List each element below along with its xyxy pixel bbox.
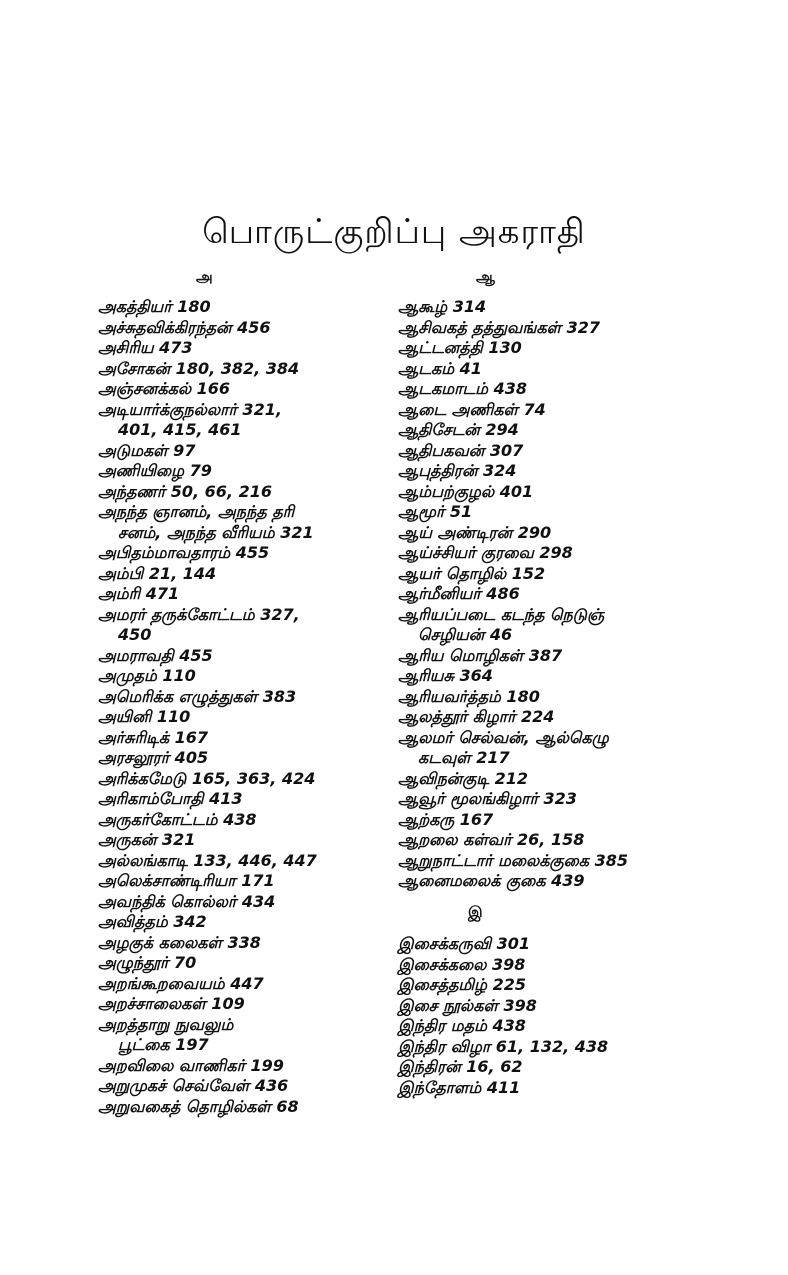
index-entry-continuation: சனம், அநந்த வீரியம் 321	[118, 522, 314, 542]
index-entry	[98, 482, 317, 503]
index-entry-text: ஆவூர் மூலங்கிழார் 323	[398, 789, 577, 808]
index-entry-text: அரசலூரர் 405	[98, 748, 209, 767]
index-entry	[398, 1037, 628, 1058]
index-entry	[98, 1015, 317, 1056]
index-entry-text: ஆறுநாட்டார் மலைக்குகை 385	[398, 850, 628, 870]
index-entry	[398, 871, 628, 892]
index-entry	[398, 441, 628, 462]
index-entry-text: அரிகாம்போதி 413	[98, 789, 243, 808]
index-entry	[398, 605, 628, 646]
index-entry	[98, 379, 317, 400]
index-entry	[98, 953, 317, 974]
index-entry	[398, 502, 628, 523]
index-entry	[398, 666, 628, 687]
index-entry	[98, 502, 317, 543]
index-entry	[398, 996, 628, 1017]
index-entry	[98, 728, 317, 749]
index-entry-text: ஆட்டனத்தி 130	[398, 338, 522, 357]
index-entry-text: ஆபுத்திரன் 324	[398, 461, 517, 480]
index-entry	[98, 933, 317, 954]
index-entry	[98, 687, 317, 708]
index-entry-text: ஆரியவர்த்தம் 180	[398, 686, 540, 706]
index-entry-text: ஆர்மீனியர் 486	[398, 584, 520, 603]
index-entry-text: அணியிழை 79	[98, 461, 212, 480]
index-entry	[398, 461, 628, 482]
index-entry-text: இந்தோளம் 411	[398, 1077, 521, 1097]
index-entry	[98, 871, 317, 892]
index-entry-text: ஆம்பற்குழல் 401	[398, 481, 534, 501]
index-entry	[98, 994, 317, 1015]
index-entry-continuation: 450	[118, 625, 152, 644]
index-entry-text: அசோகன் 180, 382, 384	[98, 358, 300, 378]
index-entry-text: அகத்தியர் 180	[98, 297, 211, 316]
index-entry	[398, 420, 628, 441]
index-entry	[98, 789, 317, 810]
left-column-heading: அ	[196, 268, 213, 286]
index-entry	[398, 707, 628, 728]
index-entry-continuation: பூட்கை 197	[118, 1035, 209, 1054]
index-entry-text: அபிதம்மாவதாரம் 455	[98, 543, 270, 562]
index-entry	[398, 543, 628, 564]
index-entry-text: ஆவிநன்குடி 212	[398, 768, 529, 788]
index-entry-text: அறவிலை வாணிகர் 199	[98, 1055, 284, 1075]
index-entry-text: அஞ்சனக்கல் 166	[98, 379, 231, 398]
index-entry	[398, 975, 628, 996]
index-entry-text: அடுமகள் 97	[98, 440, 196, 460]
index-entry-text: ஆலமர் செல்வன், ஆல்கெழு	[398, 727, 609, 747]
index-entry	[398, 851, 628, 872]
index-entry-text: அமுதம் 110	[98, 666, 196, 685]
index-entry-text: இசைத்தமிழ் 225	[398, 975, 526, 994]
index-entry-text: ஆரிய மொழிகள் 387	[398, 645, 563, 665]
index-entry-text: அருகன் 321	[98, 830, 196, 849]
index-entry	[398, 789, 628, 810]
index-entry	[98, 564, 317, 585]
index-entry-text: அநந்த ஞானம், அநந்த தரி	[98, 502, 295, 521]
index-entry	[98, 666, 317, 687]
index-entry-text: ஆடை அணிகள் 74	[398, 399, 546, 419]
index-entry	[98, 605, 317, 646]
index-entry-text: அரிக்கமேடு 165, 363, 424	[98, 768, 316, 788]
index-entry-text: ஆரியசு 364	[398, 666, 493, 685]
index-entry	[98, 830, 317, 851]
index-entry	[398, 955, 628, 976]
index-entry-text: ஆய் அண்டிரன் 290	[398, 522, 552, 542]
index-entry-text: அறுமுகச் செவ்வேள் 436	[98, 1076, 289, 1095]
index-entry-text: ஆதிசேடன் 294	[398, 420, 519, 439]
index-entry	[98, 851, 317, 872]
index-entry	[98, 646, 317, 667]
index-entry-text: அறங்கூறவையம் 447	[98, 973, 264, 993]
index-entry	[98, 1076, 317, 1097]
index-entry	[98, 1056, 317, 1077]
index-entry	[98, 707, 317, 728]
index-entry-text: அறச்சாலைகள் 109	[98, 994, 245, 1013]
index-entry	[398, 564, 628, 585]
index-entry-text: அழுந்தூர் 70	[98, 953, 197, 972]
index-entry-text: இந்திர விழா 61, 132, 438	[398, 1036, 609, 1056]
index-entry-text: அமரர் தருக்கோட்டம் 327,	[98, 604, 300, 624]
index-entry	[398, 338, 628, 359]
index-entry-text: அசிரிய 473	[98, 338, 193, 357]
index-entry-text: அறத்தாறு நுவலும்	[98, 1014, 234, 1034]
index-entry	[398, 830, 628, 851]
index-entry	[98, 748, 317, 769]
index-entry	[398, 359, 628, 380]
index-entry-text: ஆயர் தொழில் 152	[398, 563, 546, 583]
index-entry-text: ஆரியப்படை கடந்த நெடுஞ்	[398, 604, 605, 624]
index-entry	[398, 934, 628, 955]
index-entry	[98, 359, 317, 380]
right-index-column	[398, 297, 628, 1098]
index-entry-text: ஆடகம் 41	[398, 358, 482, 378]
index-entry-text: ஆற்கரு 167	[398, 809, 494, 829]
index-entry	[398, 379, 628, 400]
index-entry	[398, 297, 628, 318]
index-entry-text: அந்தணர் 50, 66, 216	[98, 481, 272, 501]
index-entry-text: அறுவகைத் தொழில்கள் 68	[98, 1096, 299, 1116]
index-entry	[98, 584, 317, 605]
index-entry	[98, 543, 317, 564]
index-entry	[98, 974, 317, 995]
index-entry-text: அமராவதி 455	[98, 645, 213, 665]
index-entry-text: அவித்தம் 342	[98, 912, 207, 931]
index-entry	[398, 687, 628, 708]
index-entry-continuation: 401, 415, 461	[118, 420, 242, 439]
index-entry	[398, 584, 628, 605]
index-entry-text: ஆடகமாடம் 438	[398, 379, 528, 398]
index-entry-text: ஆதிபகவன் 307	[398, 440, 524, 460]
index-entry	[98, 400, 317, 441]
index-entry	[398, 482, 628, 503]
index-entry	[98, 810, 317, 831]
index-entry	[98, 461, 317, 482]
index-entry-text: ஆய்ச்சியர் குரவை 298	[398, 543, 573, 562]
index-entry	[98, 1097, 317, 1118]
index-entry-text: ஆறலை கள்வர் 26, 158	[398, 830, 585, 849]
index-entry-text: அலெக்சாண்டிரியா 171	[98, 871, 275, 890]
index-entry-text: அச்சுதவிக்கிரந்தன் 456	[98, 317, 271, 337]
index-entry	[398, 1016, 628, 1037]
index-entry-text: ஆமூர் 51	[398, 502, 473, 521]
index-entry	[398, 646, 628, 667]
index-entry	[98, 441, 317, 462]
index-entry-text: இசைக்கலை 398	[398, 954, 526, 974]
index-entry-text: ஆசிவகத் தத்துவங்கள் 327	[398, 317, 600, 337]
index-entry	[398, 523, 628, 544]
index-entry	[98, 297, 317, 318]
index-entry-text: இந்திரன் 16, 62	[398, 1057, 523, 1076]
index-entry	[98, 769, 317, 790]
index-entry-text: ஆலத்தூர் கிழார் 224	[398, 707, 555, 726]
index-entry-text: அருகர்கோட்டம் 438	[98, 809, 257, 829]
index-entry-text: அழகுக் கலைகள் 338	[98, 932, 261, 952]
index-entry	[398, 810, 628, 831]
index-entry-text: அயினி 110	[98, 707, 191, 726]
index-entry	[398, 769, 628, 790]
index-entry-text: இசை நூல்கள் 398	[398, 995, 537, 1015]
index-entry-text: அல்லங்காடி 133, 446, 447	[98, 850, 317, 870]
right-column-heading: ஆ	[476, 268, 495, 286]
index-entry	[398, 728, 628, 769]
index-entry-text: ஆனைமலைக் குகை 439	[398, 871, 585, 890]
index-entry	[398, 318, 628, 339]
index-entry-continuation: கடவுள் 217	[418, 748, 510, 767]
index-entry-text: அடியார்க்குநல்லார் 321,	[98, 399, 282, 419]
index-entry	[398, 1078, 628, 1099]
section-heading: இ	[468, 902, 483, 921]
index-entry-text: அம்பி 21, 144	[98, 563, 217, 583]
index-entry-text: அம்ரி 471	[98, 584, 180, 603]
index-entry-continuation: செழியன் 46	[418, 625, 513, 644]
index-entry	[398, 1057, 628, 1078]
index-entry-text: இசைக்கருவி 301	[398, 934, 531, 953]
index-entry	[98, 912, 317, 933]
index-entry	[98, 338, 317, 359]
index-entry-text: அவந்திக் கொல்லர் 434	[98, 891, 276, 911]
index-entry-text: ஆகூழ் 314	[398, 297, 487, 316]
page-title: பொருட்குறிப்பு அகராதி	[202, 212, 586, 252]
index-entry-text: இந்திர மதம் 438	[398, 1016, 526, 1035]
index-entry-text: அர்சுரிடிக் 167	[98, 727, 209, 747]
index-entry	[98, 892, 317, 913]
left-index-column	[98, 297, 317, 1117]
index-entry	[398, 400, 628, 421]
index-entry	[98, 318, 317, 339]
index-entry-text: அமெரிக்க எழுத்துகள் 383	[98, 686, 297, 706]
